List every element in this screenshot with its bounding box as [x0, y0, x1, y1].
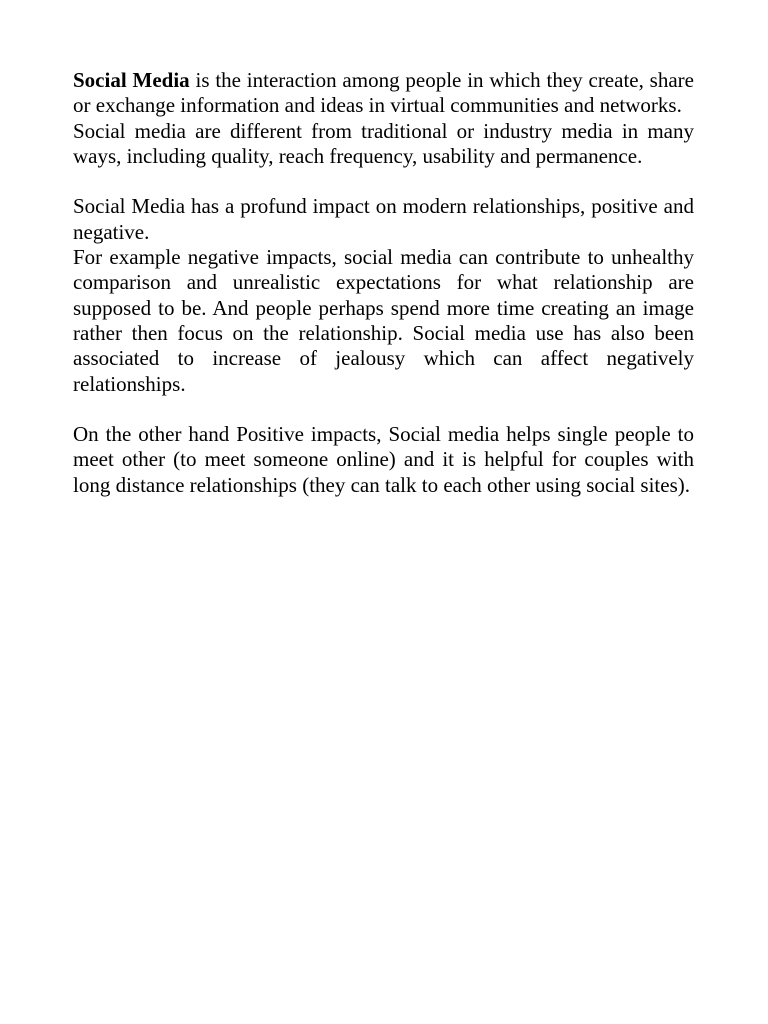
paragraph-negative-impacts: For example negative impacts, social media can contribute to unhealthy comparison and unrealistic expectations for what relationship are supposed to be. And people perhaps spend more time creating an image rather then focus on the relationship. Social media use has also been associated to increase of jealousy which can affect negatively relationships. [73, 245, 694, 396]
definition-text: is the interaction among people in which they create, share or exchange information and ideas in virtual communities and networks. [73, 68, 694, 118]
term-social-media: Social Media [73, 68, 190, 92]
paragraph-spacer [73, 169, 694, 194]
document-body [73, 68, 694, 498]
paragraph-positive-impacts: On the other hand Positive impacts, Social media helps single people to meet other (to meet someone online) and it is helpful for couples with long distance relationships (they can talk to each other using social sites). [73, 422, 694, 497]
paragraph-impact: Social Media has a profund impact on modern relationships, positive and negative. [73, 194, 694, 244]
paragraph-spacer [73, 397, 694, 422]
paragraph-definition [73, 68, 694, 119]
paragraph-differences: Social media are different from traditional or industry media in many ways, including quality, reach frequency, usability and permanence. [73, 118, 694, 168]
